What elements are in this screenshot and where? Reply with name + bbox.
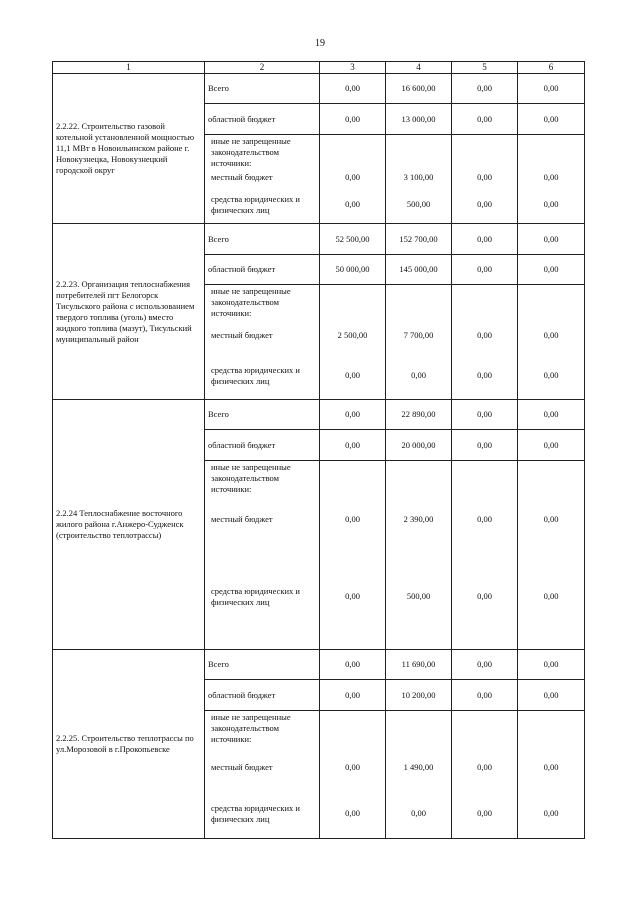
local-budget-amount: 0,00 [477,329,492,340]
amount-cell: 50 000,00 [320,255,386,285]
other-sources-label: иные не запрещенные законодательством источники: [211,286,291,318]
table-row [53,650,585,680]
amount-group [386,711,452,839]
other-sources-label: иные не запрещенные законодательством источники: [211,462,291,494]
local-budget-amount: 2 390,00 [403,513,434,524]
private-funds-amount: 0,00 [543,369,559,380]
column-number: 2 [205,62,320,74]
column-number: 4 [386,62,452,74]
column-number: 3 [320,62,386,74]
amount-cell: 0,00 [452,104,518,135]
private-funds-label: средства юридических и физических лиц [211,585,300,607]
private-funds-amount: 0,00 [477,590,492,601]
other-sources-label: иные не запрещенные законодательством источники: [211,136,291,168]
spacer [389,286,448,319]
private-funds-amount: 0,00 [411,808,426,818]
source-label: областной бюджет [205,680,320,711]
local-budget-label: местный бюджет [211,514,273,524]
source-group [205,135,320,224]
amount-stack [389,136,448,223]
amount-cell: 10 200,00 [386,680,452,711]
amount-group [320,285,386,400]
amount-stack [455,712,514,838]
amount-group [320,461,386,650]
amount-group [452,285,518,400]
amount-cell: 145 000,00 [386,255,452,285]
amount-group [518,285,585,400]
amount-group [518,135,585,224]
local-budget-amount: 0,00 [543,329,559,340]
private-funds-amount: 0,00 [543,808,559,818]
local-budget-amount: 0,00 [543,513,559,524]
local-budget-amount: 0,00 [345,171,360,182]
amount-stack [323,462,382,649]
amount-cell: 22 890,00 [386,400,452,430]
amount-cell: 0,00 [320,430,386,461]
spacer [323,286,382,319]
local-budget-amount: 0,00 [477,513,492,524]
spacer [455,286,514,319]
source-group [205,711,320,839]
amount-cell: 0,00 [320,680,386,711]
private-funds-label: средства юридических и физических лиц [211,803,300,824]
amount-stack [389,286,448,399]
project-name: 2.2.24 Теплоснабжение восточного жилого района г.Анжеро-Судженск (строительство теплотрассы) [53,400,205,650]
local-budget-amount: 0,00 [345,513,360,524]
amount-group [386,285,452,400]
private-funds-amount: 0,00 [345,198,360,209]
private-funds-amount: 0,00 [543,198,559,209]
amount-cell: 0,00 [518,224,585,255]
local-budget-amount: 7 700,00 [403,329,434,340]
amount-cell: 0,00 [320,104,386,135]
private-funds-amount: 0,00 [477,198,492,209]
amount-cell: 0,00 [518,104,585,135]
spacer [323,136,382,169]
amount-stack [455,136,514,223]
local-budget-label: местный бюджет [211,172,273,182]
local-budget-amount: 0,00 [345,761,360,772]
amount-stack [521,286,581,399]
amount-group [452,711,518,839]
amount-group [320,711,386,839]
private-funds-amount: 0,00 [345,369,360,380]
amount-cell: 0,00 [452,680,518,711]
source-stack [208,135,316,223]
amount-stack [455,286,514,399]
private-funds-amount: 0,00 [411,369,426,380]
source-label: Всего [205,400,320,430]
amount-cell: 152 700,00 [386,224,452,255]
amount-stack [389,712,448,838]
private-funds-amount: 500,00 [406,198,431,209]
amount-cell: 0,00 [452,400,518,430]
amount-stack [323,286,382,399]
private-funds-amount: 500,00 [406,590,431,601]
spacer [389,136,448,169]
source-label: Всего [205,74,320,104]
source-label: областной бюджет [205,104,320,135]
amount-cell: 52 500,00 [320,224,386,255]
amount-cell: 0,00 [518,400,585,430]
project-name: 2.2.23. Организация теплоснабжения потребителей пгт Белогорск Тисульского района с использованием твердого топлива (уголь) вместо жидкого топлива (мазут), Тисульский муниципальный район [53,224,205,400]
project-name: 2.2.22. Строительство газовой котельной установленной мощностью 11,1 МВт в Новоильинском районе г. Новокузнецка, Новокузнецкий городской округ [53,74,205,224]
amount-cell: 0,00 [452,74,518,104]
column-number: 1 [53,62,205,74]
amount-cell: 0,00 [320,74,386,104]
amount-stack [521,136,581,223]
source-label: Всего [205,650,320,680]
private-funds-amount: 0,00 [477,808,492,818]
amount-group [518,461,585,650]
other-sources-label: иные не запрещенные законодательством источники: [211,712,291,744]
local-budget-amount: 3 100,00 [403,171,434,182]
amount-cell: 0,00 [518,430,585,461]
local-budget-amount: 0,00 [477,171,492,182]
amount-group [320,135,386,224]
amount-cell: 20 000,00 [386,430,452,461]
source-group [205,461,320,650]
amount-group [386,135,452,224]
private-funds-label: средства юридических и физических лиц [211,193,300,215]
financing-table [52,61,585,839]
amount-cell: 13 000,00 [386,104,452,135]
table-row [53,400,585,430]
private-funds-amount: 0,00 [345,590,360,601]
source-label: областной бюджет [205,255,320,285]
private-funds-amount: 0,00 [543,590,559,601]
amount-group [452,461,518,650]
amount-stack [323,712,382,838]
local-budget-amount: 1 490,00 [403,761,434,772]
local-budget-amount: 0,00 [477,761,492,772]
amount-cell: 11 690,00 [386,650,452,680]
amount-group [452,135,518,224]
amount-cell: 0,00 [452,430,518,461]
spacer [323,462,382,495]
column-number: 6 [518,62,585,74]
local-budget-amount: 2 500,00 [337,329,368,340]
project-name: 2.2.25. Строительство теплотрассы по ул.Морозовой в г.Прокопьевске [53,650,205,839]
local-budget-amount: 0,00 [543,171,559,182]
spacer [521,712,581,745]
amount-cell: 16 600,00 [386,74,452,104]
amount-stack [389,462,448,649]
column-number: 5 [452,62,518,74]
table-row [53,74,585,104]
spacer [323,712,382,745]
amount-group [386,461,452,650]
amount-group [518,711,585,839]
spacer [389,712,448,745]
amount-stack [323,136,382,223]
source-stack [208,711,316,838]
source-stack [208,461,316,649]
amount-cell: 0,00 [452,255,518,285]
source-label: областной бюджет [205,430,320,461]
local-budget-label: местный бюджет [211,330,273,340]
source-label: Всего [205,224,320,255]
spacer [389,462,448,495]
amount-cell: 0,00 [518,680,585,711]
source-stack [208,285,316,399]
spacer [455,712,514,745]
spacer [521,462,581,495]
table-row [53,224,585,255]
amount-cell: 0,00 [452,650,518,680]
spacer [521,286,581,319]
amount-stack [521,462,581,649]
amount-cell: 0,00 [320,650,386,680]
amount-stack [455,462,514,649]
amount-cell: 0,00 [518,650,585,680]
local-budget-amount: 0,00 [543,761,559,772]
private-funds-label: средства юридических и физических лиц [211,364,300,386]
amount-cell: 0,00 [320,400,386,430]
amount-cell: 0,00 [452,224,518,255]
amount-cell: 0,00 [518,255,585,285]
spacer [521,136,581,169]
page-number: 19 [315,38,325,49]
local-budget-label: местный бюджет [211,762,273,772]
amount-stack [521,712,581,838]
private-funds-amount: 0,00 [345,808,360,818]
spacer [455,136,514,169]
amount-cell: 0,00 [518,74,585,104]
source-group [205,285,320,400]
spacer [455,462,514,495]
private-funds-amount: 0,00 [477,369,492,380]
column-number-row [53,62,585,74]
